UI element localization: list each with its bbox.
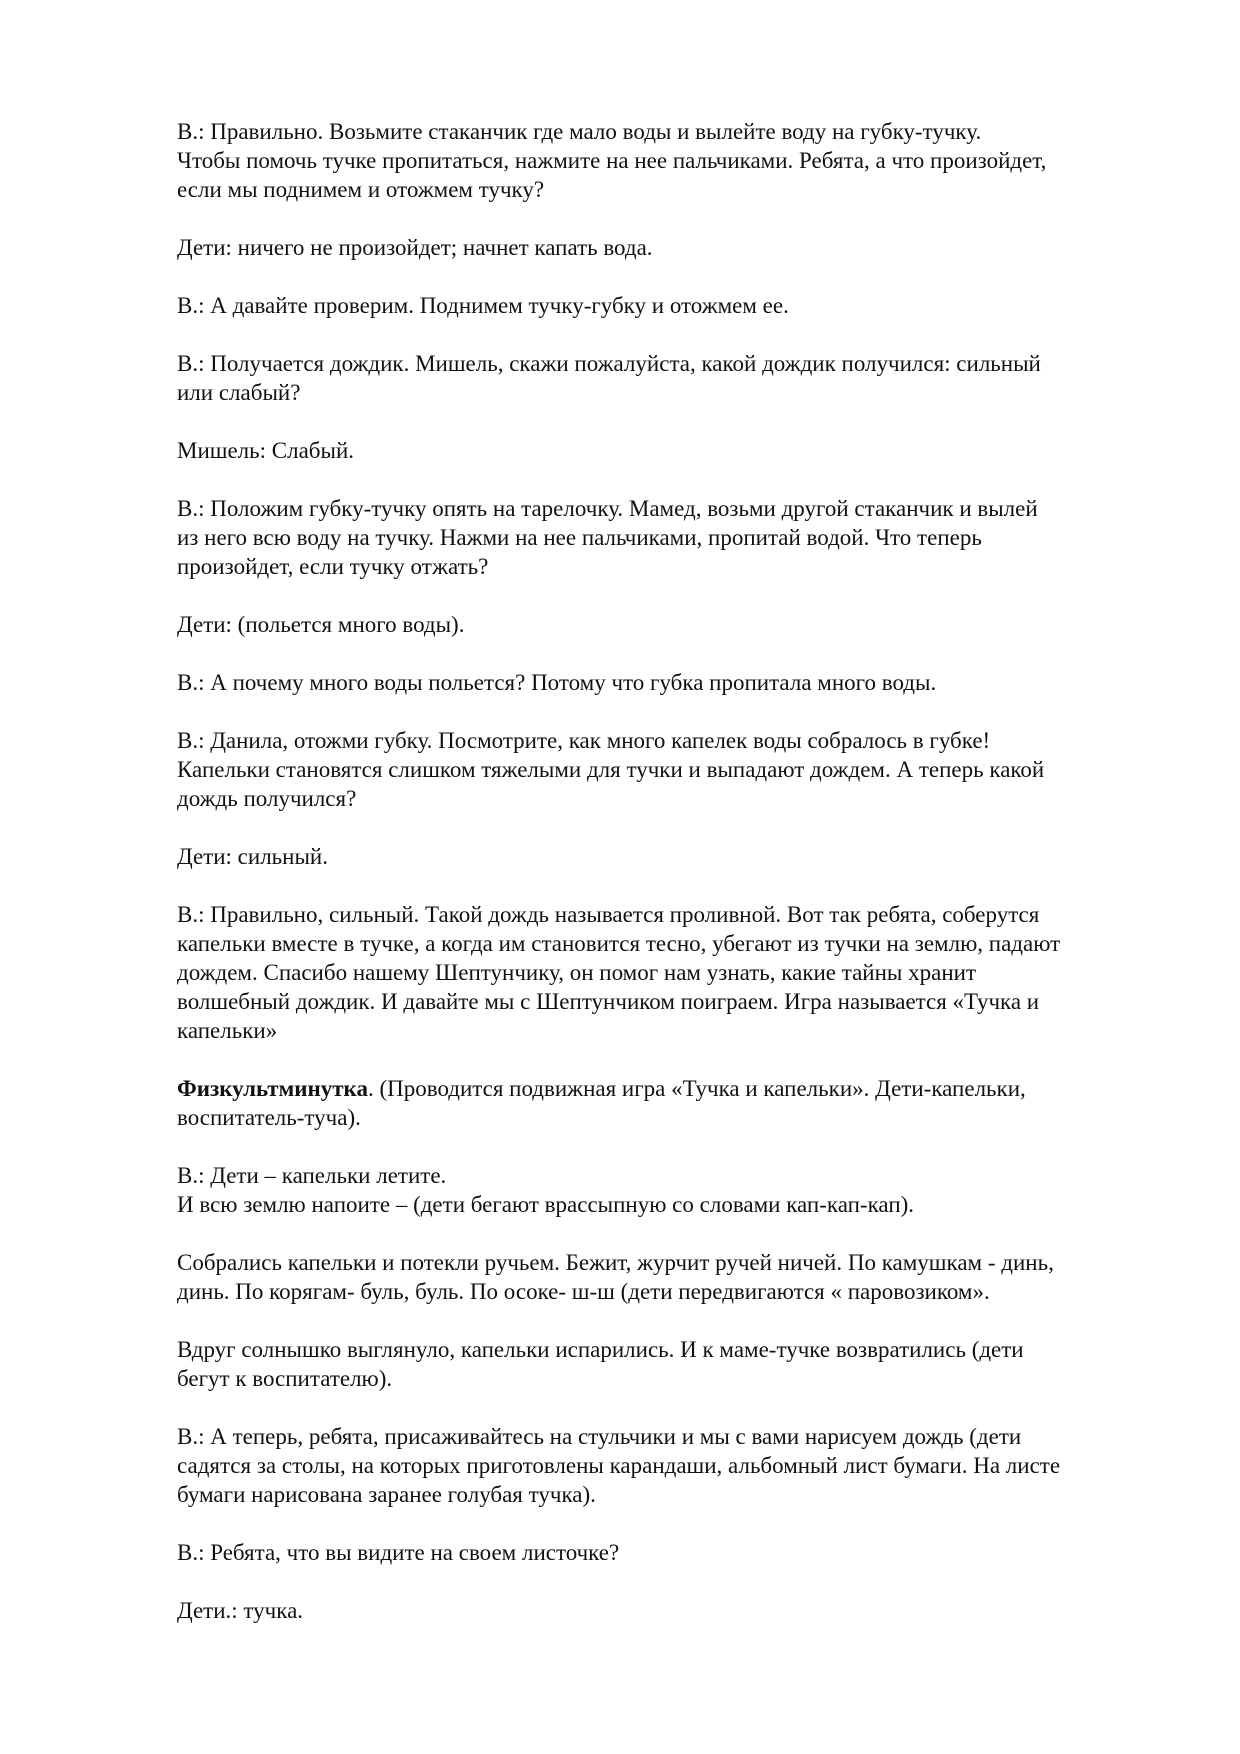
- paragraph: [177, 1422, 1165, 1509]
- paragraph: [177, 842, 1165, 871]
- text-line: Чтобы помочь тучке пропитаться, нажмите на нее пальчиками. Ребята, а что произойдет,: [177, 148, 1047, 173]
- text-line: капельки вместе в тучке, а когда им становится тесно, убегают из тучки на землю, падают: [177, 931, 1061, 956]
- text-line: дождь получился?: [177, 786, 357, 811]
- paragraph: [177, 349, 1165, 407]
- text-line: динь. По корягам- буль, буль. По осоке- ш-ш (дети передвигаются « паровозиком».: [177, 1279, 990, 1304]
- text-line: В.: А теперь, ребята, присаживайтесь на стульчики и мы с вами нарисуем дождь (дети: [177, 1424, 1022, 1449]
- text-line: В.: Правильно, сильный. Такой дождь называется проливной. Вот так ребята, соберутся: [177, 902, 1040, 927]
- paragraph: [177, 291, 1165, 320]
- text-line: Дети: сильный.: [177, 844, 328, 869]
- text-line: Дети.: тучка.: [177, 1598, 304, 1623]
- text-line: В.: Ребята, что вы видите на своем листочке?: [177, 1540, 620, 1565]
- paragraph: [177, 668, 1165, 697]
- text-line: Дети: (польется много воды).: [177, 612, 465, 637]
- paragraph: [177, 1161, 1165, 1219]
- paragraph: [177, 610, 1165, 639]
- paragraph: [177, 494, 1165, 581]
- paragraph: [177, 117, 1165, 204]
- text-line: В.: А давайте проверим. Поднимем тучку-губку и отожмем ее.: [177, 293, 789, 318]
- text-line: дождем. Спасибо нашему Шептунчику, он помог нам узнать, какие тайны хранит: [177, 960, 977, 985]
- paragraph: [177, 436, 1165, 465]
- paragraph: [177, 233, 1165, 262]
- text-line: Дети: ничего не произойдет; начнет капать вода.: [177, 235, 653, 260]
- text-line: [177, 1074, 1165, 1103]
- paragraph: [177, 1248, 1165, 1306]
- text-line: Вдруг солнышко выглянуло, капельки испарились. И к маме-тучке возвратились (дети: [177, 1337, 1024, 1362]
- text-line: бегут к воспитателю).: [177, 1366, 393, 1391]
- paragraph: [177, 1538, 1165, 1567]
- text-line: В.: Положим губку-тучку опять на тарелочку. Мамед, возьми другой стаканчик и вылей: [177, 496, 1038, 521]
- text-line: волшебный дождик. И давайте мы с Шептунчиком поиграем. Игра называется «Тучка и: [177, 989, 1040, 1014]
- text-fragment: . (Проводится подвижная игра «Тучка и капельки». Дети-капельки,: [367, 1076, 1026, 1101]
- text-line: Капельки становятся слишком тяжелыми для тучки и выпадают дождем. А теперь какой: [177, 757, 1045, 782]
- text-line: если мы поднимем и отожмем тучку?: [177, 177, 545, 202]
- document-body: [177, 117, 1165, 1625]
- section-heading: Физкультминутка: [177, 1076, 368, 1101]
- paragraph: [177, 1335, 1165, 1393]
- paragraph: [177, 900, 1165, 1045]
- text-line: или слабый?: [177, 380, 301, 405]
- text-line: В.: Правильно. Возьмите стаканчик где мало воды и вылейте воду на губку-тучку.: [177, 119, 982, 144]
- text-line: из него всю воду на тучку. Нажми на нее пальчиками, пропитай водой. Что теперь: [177, 525, 982, 550]
- text-line: капельки»: [177, 1018, 278, 1043]
- text-line: Мишель: Слабый.: [177, 438, 355, 463]
- text-line: В.: Дети – капельки летите.: [177, 1163, 447, 1188]
- text-line: садятся за столы, на которых приготовлены карандаши, альбомный лист бумаги. На листе: [177, 1453, 1061, 1478]
- text-line: В.: Данила, отожми губку. Посмотрите, как много капелек воды собралось в губке!: [177, 728, 991, 753]
- text-line: произойдет, если тучку отжать?: [177, 554, 489, 579]
- paragraph: [177, 726, 1165, 813]
- text-line: В.: Получается дождик. Мишель, скажи пожалуйста, какой дождик получился: сильный: [177, 351, 1041, 376]
- paragraph: [177, 1596, 1165, 1625]
- text-line: воспитатель-туча).: [177, 1105, 361, 1130]
- text-line: И всю землю напоите – (дети бегают врассыпную со словами кап-кап-кап).: [177, 1192, 915, 1217]
- text-line: Собрались капельки и потекли ручьем. Бежит, журчит ручей ничей. По камушкам - динь,: [177, 1250, 1054, 1275]
- text-line: В.: А почему много воды польется? Потому что губка пропитала много воды.: [177, 670, 937, 695]
- text-line: бумаги нарисована заранее голубая тучка).: [177, 1482, 596, 1507]
- paragraph: [177, 1074, 1165, 1132]
